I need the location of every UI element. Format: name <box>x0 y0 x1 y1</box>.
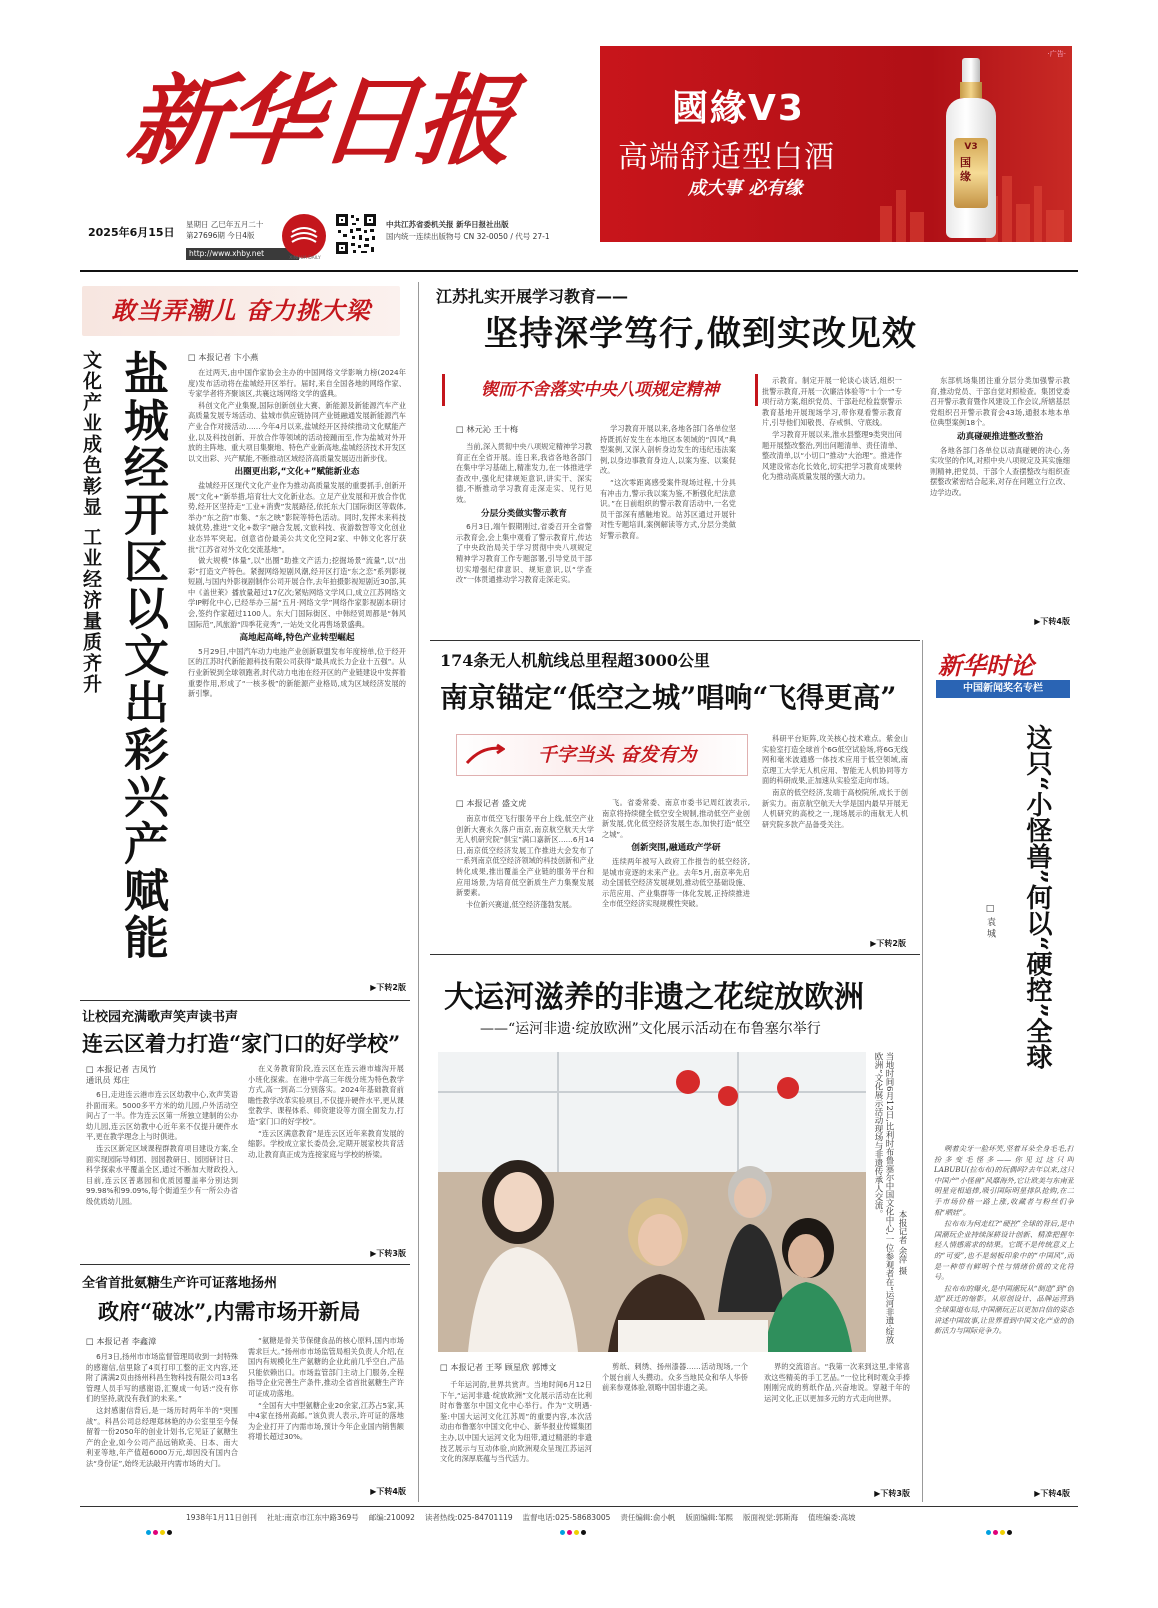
commentary-author: □ 袁 城 <box>985 904 995 938</box>
commentary-p1: 咧着尖牙一脸坏笑,坚着耳朵全身毛毛,打扮多变毛怪多——你见过这只叫LABUBU(拉布布)的玩偶吗?去年以来,这只中国产“小怪兽”风靡海外,它让欧美与东南亚明星竞相追捧,吸引国际明星排队抢购,在二手市场价格一路上涨,收藏者与粉丝们争相“晒娃”。 <box>934 1144 1074 1217</box>
canal-p3: 界的交流语言。“我第一次来到这里,非常喜欢这些精美的手工艺品。”一位比利时观众手捧刚刚完成的剪纸作品,兴奋地说。穿越千年的运河文化,正以更加多元的方式走向世界。 <box>764 1362 910 1403</box>
footer-supervision: 监督电话:025-58683005 <box>522 1513 611 1522</box>
yz-p1: 6月3日,扬州市市场监督管理局收到一封特殊的感谢信,信里除了4页打印工整的正文内容,还附了满满2页由扬州科昌生物科技有限公司13名管理人员手写的感谢语,汇聚成一句话:“没有你们的坚持,就没有我们的未来。” <box>86 1352 238 1404</box>
study-byline: □ 林元沁 王十梅 <box>456 424 519 434</box>
bottle-illustration <box>940 58 1002 240</box>
commentary-body <box>934 1144 1074 1488</box>
drone-p1: 南京市低空飞行服务平台上线,低空产业创新大赛永久落户南京,南京航空航天大学无人机研究院“俱宝”满口嘉新区……6月14日,南京低空经济发展工作推进大会发布了一系列南京低空经济领域的科技创新和产业转化成果,推出覆盖全产业链的服务平台和应用场景,为培育低空新质生产力集聚发展新要素。 <box>456 814 594 898</box>
yancheng-kicker: 文化产业成色彰显 工业经济量质齐升 <box>80 350 102 695</box>
color-registration-marks-center <box>560 1530 586 1535</box>
banner-left <box>82 286 400 336</box>
yz-byline: □ 本报记者 李鑫漳 <box>86 1336 157 1346</box>
footer-layout: 版面编辑:邹熙 <box>685 1513 733 1522</box>
yancheng-p1: 在过两天,由中国作家协会主办的中国网络文学影响力榜(2024年度)发布活动将在盐城经开区举行。届时,来自全国各地的网络作家、专家学者将齐聚该区,共襄这场网络文学的盛典。 <box>188 368 406 399</box>
bottle-cap-label: V3 <box>964 142 978 152</box>
study-p3: 学习教育开展以来,各地各部门各单位坚持既抓好发生在本地区本领域的“四风”典型案例,又深入剖析身边发生的违纪违法案例,以身边事教育身边人,以案为鉴、以案促改。 <box>600 424 736 476</box>
drone-headline[interactable]: 南京锚定“低空之城”唱响“飞得更高” <box>440 681 897 714</box>
yz-more[interactable]: ▶下转4版 <box>370 1487 406 1496</box>
seal-pattern-icon <box>282 214 326 258</box>
bottle-label: 国缘 <box>960 156 971 183</box>
drone-p4: 连续两年被写入政府工作报告的低空经济,是城市竞逐的未来产业。去年5月,南京率先启动全国低空经济发展规划,推动低空基础设施、示范应用、产业集群等一体化发展,正持续推进全市低空经济实现规模性突破。 <box>602 856 750 909</box>
lyg-p2: 连云区新定区域课程群教育项目建设方案,全面实现园际导师团、园园教研日、园园研讨日、科学探索水平覆盖全区,通过不断加大财政投入,目前,连云区普惠园和优质园覆盖率分别达到99.98%和99.09%,每个街道至少有一所公办省级优质幼儿园。 <box>86 1143 238 1206</box>
study-banner-text: 锲而不舍落实中央八项规定精神 <box>481 380 719 400</box>
footer-design: 版面视觉:郭斯海 <box>742 1513 798 1522</box>
ad-banner[interactable] <box>600 46 1072 242</box>
canal-photo-caption: 当地时间6月12日,比利时布鲁塞尔中国文化中心,一位参观者在“运河非遗·绽放欧洲”文化展示活动现场与非遗传承人交流。 <box>873 1052 894 1345</box>
study-body-col4 <box>930 376 1070 616</box>
drone-kicker: 174条无人机航线总里程超3000公里 <box>440 651 710 670</box>
masthead-date: 2025年6月15日 <box>88 226 175 239</box>
commentary-p3: 拉布布的爆火,是中国潮玩从“制造”到“创造”跃迁的缩影。从原创设计、品牌运营到全球渠道布局,中国潮玩正以更加自信的姿态讲述中国故事,让世界看到中国文化产业的创新活力与国际竞争力。 <box>934 1283 1074 1336</box>
masthead-logo-text: 新华日报 <box>122 64 519 179</box>
canal-p2: 剪纸、刺绣、扬州漆器……活动现场,一个个展台前人头攒动。众多当地民众和华人华侨前来参观体验,领略中国非遗之美。 <box>602 1362 748 1393</box>
masthead-publisher-block <box>386 219 550 243</box>
study-p8: 各地各部门各单位以动真碰硬的决心,务实攻坚的作风,对照中央八项规定及其实施细则精神,把党员、干部个人查摆整改与组织查摆整改紧密结合起来,对存在问题立行立改、边学边改。 <box>930 445 1070 497</box>
lyg-byline: □ 本报记者 吉凤竹 通讯员 郑庄 <box>86 1064 157 1085</box>
study-kicker: 江苏扎实开展学习教育—— <box>436 287 629 306</box>
ad-tag: ·广告· <box>1047 50 1066 58</box>
drone-banner <box>456 734 748 776</box>
commentary-p2: 拉布布为何走红?“硬控”全球的背后,是中国潮玩企业持续深耕设计创新、精准把握年轻人情感需求的结果。它既不是传统意义上的“可爱”,也不是刻板印象中的“中国风”,而是一种带有鲜明个性与情绪价值的文化符号。 <box>934 1219 1074 1282</box>
footer-hotline: 读者热线:025-84701119 <box>424 1513 513 1522</box>
canal-p1: 千年运河韵,世界共赏声。当地时间6月12日下午,“运河非遗·绽放欧洲”文化展示活动在比利时布鲁塞尔中国文化中心举行。作为“文明遇·鉴:中国大运河文化江苏周”的重要内容,本次活动由布鲁塞尔中国文化中心、新华报业传媒集团主办,以中国大运河文化为纽带,通过精湛的非遗技艺展示与互动体验,向欧洲观众呈现江苏运河文化的深厚底蕴与当代活力。 <box>440 1380 592 1464</box>
study-p4: “这次零距离感受案件现场过程,十分具有冲击力,警示我以案为鉴,不断强化纪法意识。”在日前组织的警示教育活动中,一名党员干部深有感触地说。站苏区通过开展针对性专题培训,案例解读等方式,分层分类做好警示教育。 <box>600 477 736 540</box>
yz-body-col2 <box>248 1336 404 1492</box>
lyg-kicker: 让校园充满歌声笑声读书声 <box>82 1010 239 1025</box>
yancheng-more[interactable]: ▶下转2版 <box>370 983 406 992</box>
study-more[interactable]: ▶下转4版 <box>1034 617 1070 626</box>
study-body-col2 <box>600 424 736 632</box>
drone-banner-text: 千字当头 奋发有为 <box>537 744 697 766</box>
drone-byline: □ 本报记者 盛文虎 <box>456 798 527 808</box>
drone-more[interactable]: ▶下转2版 <box>870 939 906 948</box>
study-p6: 学习教育开展以来,淮水县整理9类突出问题开展整改整治,列出问题清单、责任清单、整改清单,以“小切口”推动“大治理”。推进作风建设常态化长效化,切实把学习教育成果转化为推动高质量发展的强大动力。 <box>762 429 902 482</box>
footer-postcode: 邮编:210092 <box>368 1513 415 1522</box>
drone-body-col1 <box>456 814 594 940</box>
study-body-col1 <box>456 442 592 632</box>
ad-brand: 國緣V3 <box>672 88 805 129</box>
drone-body-col3 <box>762 734 908 940</box>
drone-p2: 卡位新兴赛道,低空经济蓬勃发展。 <box>466 899 577 909</box>
study-headline[interactable]: 坚持深学笃行,做到实改见效 <box>484 314 917 354</box>
seal-label: XINHUA DAILY <box>289 256 321 261</box>
study-sub2: 动真碰硬推进整改整治 <box>957 431 1043 442</box>
masthead-publisher: 中共江苏省委机关报 新华日报社出版 <box>386 220 509 229</box>
yz-kicker: 全省首批氨糖生产许可证落地扬州 <box>82 1276 278 1291</box>
masthead-seal <box>282 214 326 258</box>
commentary-title[interactable]: 这只“小怪兽”何以“硬控”全球 <box>1022 724 1052 1070</box>
yancheng-p5: 5月29日,中国汽车动力电池产业创新联盟发布年度榜单,位于经开区的江苏时代新能源科技有限公司获得“最具成长力企业十五强”。从行业新锐到全球领跑者,时代动力电池在经开区的产业链建设中发挥着重要作用,形成了“一核多极”的新能源产业格局,成为区域经济发展的新引擎。 <box>188 646 406 699</box>
yz-body-col1 <box>86 1352 238 1494</box>
canal-headline[interactable]: 大运河滋养的非遗之花绽放欧洲 <box>444 980 864 1015</box>
color-registration-marks-right <box>986 1530 1012 1535</box>
yancheng-p3: 盐城经开区现代文化产业作为推动高质量发展的重要抓手,创新开展“文化+”新举措,培育壮大文化新业态。立足产业发展和开放合作优势,经开区坚持走“工业+消费”发展路径,依托东大门国际街区等载体,举办“东之韵”市集、“东之映”影院等特色活动。同时,发挥未来科技城优势,推进“文化+数字”融合发展,文旅科技、夜游数智等文化创业业态异军突起。创意省份最美公共文化空间2家、中韩文化客厅获批“江苏省对外文化交流基地”。 <box>188 480 406 554</box>
footer <box>186 1512 1076 1523</box>
lyg-headline[interactable]: 连云区着力打造“家门口的好学校” <box>82 1031 401 1056</box>
yancheng-byline: □ 本报记者 卞小燕 <box>188 352 259 362</box>
yz-headline[interactable]: 政府“破冰”,内需市场开新局 <box>98 1299 361 1324</box>
drone-sub1: 创新突围,融通政产学研 <box>631 843 721 854</box>
study-p5: 示教育。制定开展一轮谈心谈话,组织一批警示教育,开展一次廉洁体验等“十个一”专项行动方案,组织党员、干部赴纪检监察警示教育基地开展现场学习,带你观看警示教育片,引导他们知敬畏、存戒惧、守底线。 <box>762 376 902 428</box>
footer-editor: 责任编辑:俞小帆 <box>620 1513 676 1522</box>
masthead-issue: 第27696期 今日4版 <box>186 231 255 240</box>
masthead-info <box>186 219 263 241</box>
lyg-p3: 在义务教育阶段,连云区在连云港市墟沟开展小班化探索。在港中学高三年级分班为特色教学方式,高一到高二分别落实。2024年基础教育前瞻性教学改革实验项目,不仅提升硬件水平,更从课堂教学、课程体系、师资建设等方面全面发力,打造“家门口的好学校”。 <box>248 1064 404 1126</box>
study-sub1: 分层分类做实警示教育 <box>481 508 567 519</box>
masthead-cn-code: 国内统一连续出版物号 CN 32-0050 / 代号 27-1 <box>386 232 550 241</box>
canal-more[interactable]: ▶下转3版 <box>874 1489 910 1498</box>
commentary-more[interactable]: ▶下转4版 <box>1034 1489 1070 1498</box>
lyg-p1: 6日,走进连云港市连云区幼教中心,欢声笑语扑面而来。5000多平方米的幼儿园,户外活动空间占了一半。作为连云区第一所独立建制的公办幼儿园,连云区幼教中心近年来不仅提升硬件水平,更在教学理念上与时俱进。 <box>86 1090 238 1142</box>
commentary-tagline: 中国新闻奖名专栏 <box>936 680 1070 698</box>
lyg-body-col2 <box>248 1064 404 1250</box>
yancheng-headline[interactable]: 盐城经开区以文出彩兴产赋能 <box>116 350 169 961</box>
yz-p2: 这封感谢信背后,是一场历时两年半的“突围战”。科昌公司总经理郑林艳的办公室里至今保留着一份2050年的创业计划书,它见证了氨糖生产的企业,如今公司产品远销欧美、日本、南大利亚等地,年产值超6000万元,却因没有国内合法“身份证”,始终无法敲开内需市场的大门。 <box>86 1405 238 1468</box>
color-registration-marks-left <box>146 1530 172 1535</box>
canal-body-col3 <box>764 1362 910 1490</box>
yancheng-p4: 做大规模“体量”,以“出圈”助推文产活力;挖掘场景“流量”,以“出彩”打造文产特色。紧握网络短剧风潮,经开区打造“东之恋”系列影视短剧,与国内外影视剧制作公司开展合作,去年拍摄影视短剧近30部,其中《盖世莱》播放量超过17亿次;紧贴网络文学风口,成立江苏网络文学IP孵化中心,已经举办三届“五月·网络文学”网络作家影视剧本研讨会,签约作家超过1100人。东大门国际街区、中韩经贸周都是“韩风国际范”,风旅游“四季花竞秀”,一站处文化再售场景盛典。 <box>188 556 406 629</box>
footer-founded: 1938年1月11日创刊 <box>186 1513 257 1522</box>
footer-address: 社址:南京市江东中路369号 <box>266 1513 359 1522</box>
yancheng-sub1: 出圈更出彩,“文化+”赋能新业态 <box>234 467 360 478</box>
yancheng-p2: 科创文化产业集聚,国际创新创业大赛、新能源及新能源汽车产业高质量发展专场活动、盐城市供应链协同产业链融通发展新能源汽车产业合作对接活动……今年4月以来,盐城经开区持续推动文化赋能产业,以及科技创新、开放合作等领域的活动接踵而至,作为盐城对外开放的主阵地、重大项目集聚地、特色产业新高地,盐城经济技术开发区以文出彩、兴产赋能,不断推动区域经济高质量发展迈出新步伐。 <box>188 400 406 463</box>
yancheng-sub2: 高地起高峰,特色产业转型崛起 <box>239 633 355 644</box>
study-p2: 6月3日,端午假期刚过,省委召开全省警示教育会,会上集中观看了警示教育片,传达了中央政治局关于学习贯彻中央八项规定精神学习教育工作专题部署,引导党员干部切实增强纪律意识、规矩意识,以“学查改”一体贯通推动学习教育走深走实。 <box>456 522 592 585</box>
canal-photo[interactable] <box>438 1052 866 1352</box>
qr-code-icon[interactable] <box>334 212 378 256</box>
arrow-swoosh-icon <box>465 743 505 767</box>
banner-left-text: 敢当弄潮儿 奋力挑大梁 <box>111 296 371 325</box>
yz-p4: “全国有大中型氨糖企业20余家,江苏占5家,其中4家在扬州高邮。”该负责人表示,许可证的落地为企业打开了内需市场,预计今年企业国内销售额将增长超过30%。 <box>248 1400 404 1442</box>
drone-p6: 南京的低空经济,发端于高校院所,成长于创新实力。南京航空航天大学是国内最早开展无人机研究的高校之一,现场展示的南航无人机研究院多款产品备受关注。 <box>762 787 908 829</box>
drone-p5: 科研平台矩阵,攻关核心技术难点。紫金山实验室打造全球首个6G低空试验场,将6G无线网和毫米波通感一体技术应用于低空领域,南京理工大学无人机应用、智能无人机协同等方面的科研成果,正加速从实验室走向市场。 <box>762 734 908 786</box>
canal-photo-credit: 本报记者 余萍 摄 <box>897 1210 907 1275</box>
lyg-p4: “连云区满意教育”是连云区近年来教育发展的缩影。学校成立家长委员会,定期开展家校共育活动,让教育真正成为连接家庭与学校的桥梁。 <box>248 1128 404 1159</box>
drone-body-col2 <box>602 798 750 940</box>
ad-script-line: 成大事 必有缘 <box>688 178 803 199</box>
study-p7: 东部机场集团注重分层分类加强警示教育,推动党员、干部自觉对照检查。集团党委召开警示教育暨作风建设工作会议,所辖基层党组织召开警示教育会43场,通报本地本单位典型案例18个。 <box>930 376 1070 428</box>
study-p1: 当前,深入贯彻中央八项规定精神学习教育正在全省开展。连日来,我省各地各部门在集中学习基础上,精准发力,在一体推进学查改中,强化纪律规矩意识,讲实干、深实德,不断推动学习教育走深走实、见行见效。 <box>456 442 592 504</box>
drone-p3: 飞。省委常委、南京市委书记周红波表示,南京将持续健全低空安全规制,推动低空产业创新发展,优化低空经济发展生态,加快打造“低空之城”。 <box>602 798 750 839</box>
commentary-logo: 新华时论 <box>938 651 1034 680</box>
canal-body-col1 <box>440 1380 592 1498</box>
study-body-col3 <box>762 376 902 632</box>
masthead-url[interactable]: http://www.xhby.net <box>186 248 299 260</box>
yz-p3: “氨糖是骨关节保健食品的核心原料,国内市场需求巨大。”扬州市市场监管局相关负责人介绍,在国内有规模化生产氨糖的企业此前几乎空白,产品只能依赖出口。市场监管部门主动上门服务,全程指导企业完善生产条件,推动全省首批氨糖生产许可证成功落地。 <box>248 1336 404 1398</box>
lyg-more[interactable]: ▶下转3版 <box>370 1249 406 1258</box>
lyg-body-col1 <box>86 1090 238 1260</box>
study-banner <box>442 374 758 406</box>
ad-slogan: 高端舒适型白酒 <box>618 140 835 175</box>
masthead-weekday: 星期日 乙巳年五月二十 <box>186 220 264 229</box>
yancheng-body <box>188 368 406 982</box>
canal-body-col2 <box>602 1362 748 1490</box>
masthead-logo <box>122 52 548 212</box>
canal-subhead: ——“运河非遗·绽放欧洲”文化展示活动在布鲁塞尔举行 <box>480 1021 821 1037</box>
canal-byline: □ 本报记者 王琴 顾星欣 郭博文 <box>440 1362 557 1372</box>
canal-photo-illustration <box>438 1052 866 1352</box>
footer-proof: 值班编委:高坡 <box>807 1513 856 1522</box>
